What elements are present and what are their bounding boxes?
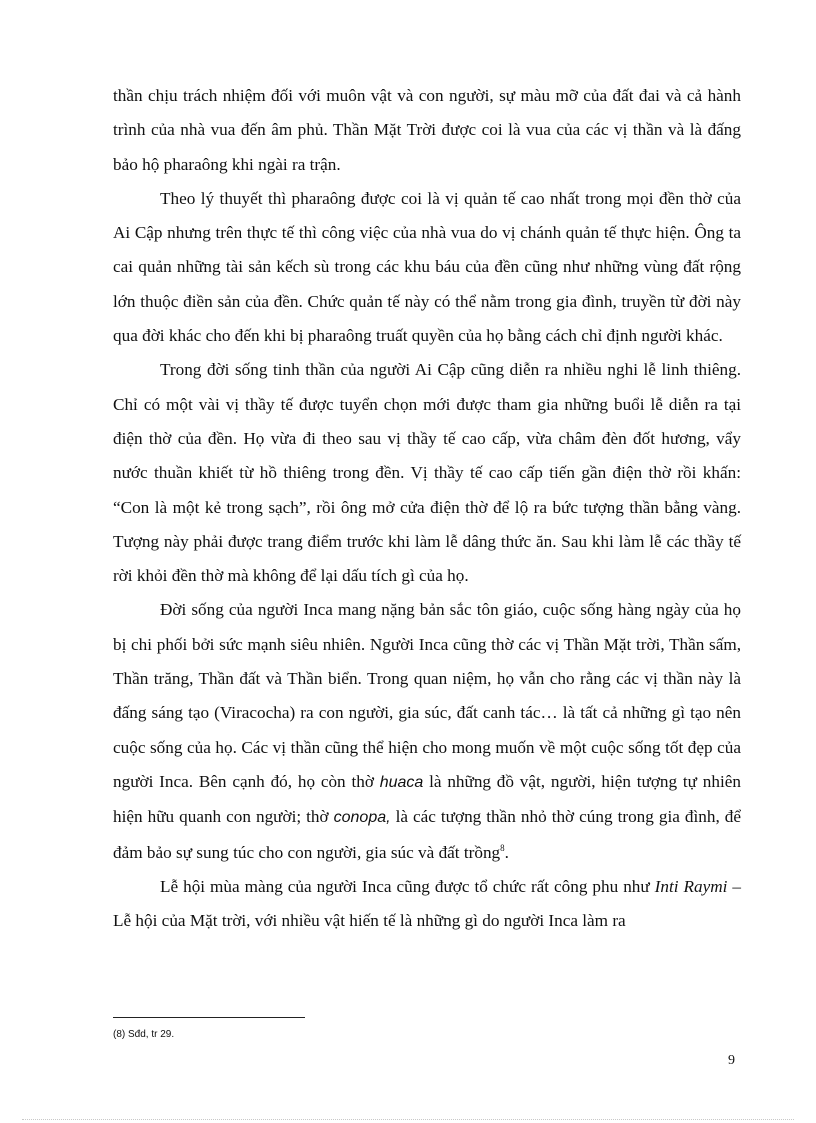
footnote-reference[interactable]: 8 (500, 842, 505, 853)
paragraph-5-text-b: – Lễ hội của Mặt trời, với nhiều vật hiến tế là những gì do người Inca làm ra (113, 876, 742, 931)
paragraph-3: Trong đời sống tinh thần của người Ai Cập cũng diễn ra nhiều nghi lễ linh thiêng. Chỉ có một vài vị thầy tế được tuyển chọn mới được tham gia những buổi lễ diễn ra tại điện thờ của đền. Họ vừa đi theo sau vị thầy tế cao cấp, vừa châm đèn đốt hương, vẩy nước thuần khiết từ hồ thiêng trong đền. Vị thầy tế cao cấp tiến gần điện thờ rồi khấn: “Con là một kẻ trong sạch”, rồi ông mở cửa điện thờ để lộ ra bức tượng thần bằng vàng. Tượng này phải được trang điểm trước khi làm lễ dâng thức ăn. Sau khi làm lễ các thầy tế rời khỏi đền thờ mà không để lại dấu tích gì của họ. (113, 360, 741, 586)
paragraph-4-text-c: là các tượng thần nhỏ thờ cúng trong gia đình, để đảm bảo sự sung túc cho con người, gia súc và đất trồng (113, 807, 741, 862)
footnote-separator (113, 1017, 305, 1018)
page-border-divider (22, 1119, 794, 1120)
paragraph-4-text-d: . (504, 842, 509, 862)
paragraph-2: Theo lý thuyết thì pharaông được coi là vị quản tế cao nhất trong mọi đền thờ của Ai Cập nhưng trên thực tế thì công việc của nhà vua do vị chánh quản tế thực hiện. Ông ta cai quản những tài sản kếch sù trong các khu báu của đền cũng như những vùng đất rộng lớn thuộc điền sản của đền. Chức quản tế này có thể nằm trong gia đình, truyền từ đời này qua đời khác cho đến khi bị pharaông truất quyền của họ bằng cách chỉ định người khác. (113, 188, 741, 346)
paragraph-5 (113, 870, 741, 939)
footnote-marker: (8) (113, 1029, 126, 1040)
term-conopa: conopa, (333, 809, 391, 827)
paragraph-4-text-a: Đời sống của người Inca mang nặng bản sắc tôn giáo, cuộc sống hàng ngày của họ bị chi phối bởi sức mạnh siêu nhiên. Người Inca cũng thờ các vị Thần Mặt trời, Thần sấm, Thần trăng, Thần đất và Thần biển. Trong quan niệm, họ vẫn cho rằng các vị thần này là đấng sáng tạo (Viracocha) ra con người, gia súc, đất canh tác… là tất cả những gì tạo nên cuộc sống của họ. Các vị thần cũng thể hiện cho mong muốn về một cuộc sống tốt đẹp của người Inca. Bên cạnh đó, họ còn thờ (113, 600, 741, 791)
term-huaca: huaca (379, 773, 424, 791)
page-number: 9 (728, 1053, 735, 1068)
paragraph-4-text-b: là những đồ vật, người, hiện tượng tự nhiên hiện hữu quanh con người; thờ (113, 771, 741, 827)
footnote (113, 1028, 174, 1042)
paragraph-5-text-a: Lễ hội mùa màng của người Inca cũng được tổ chức rất công phu như (160, 876, 655, 896)
paragraph-4 (113, 593, 741, 869)
term-inti-raymi: Inti Raymi (654, 876, 728, 896)
footnote-text: Sđd, tr 29. (125, 1029, 175, 1040)
body-text (113, 79, 741, 938)
paragraph-1: thần chịu trách nhiệm đối với muôn vật và con người, sự màu mỡ của đất đai và cả hành trình của nhà vua đến âm phủ. Thần Mặt Trời được coi là vua của các vị thần và là đấng bảo hộ pharaông khi ngài ra trận. (113, 86, 741, 174)
